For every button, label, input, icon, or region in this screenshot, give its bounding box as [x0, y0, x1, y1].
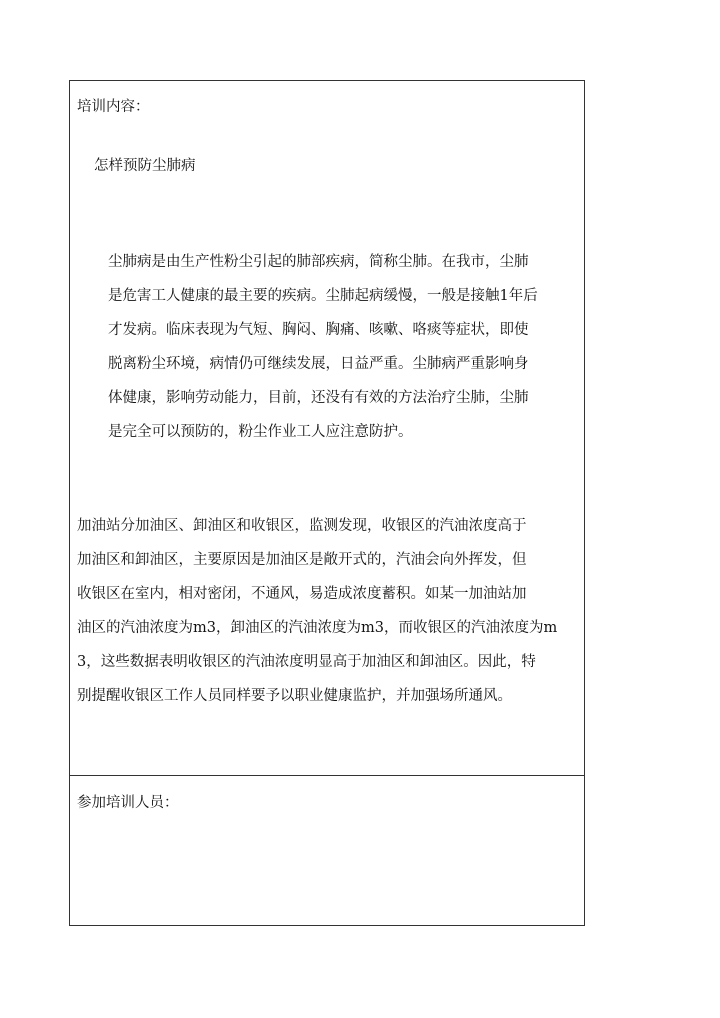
paragraph-line: 加油区和卸油区，主要原因是加油区是敞开式的，汽油会向外挥发，但: [77, 552, 527, 568]
training-content-cell: [70, 81, 584, 776]
paragraph-line: 3，这些数据表明收银区的汽油浓度明显高于加油区和卸油区。因此，特: [77, 654, 536, 670]
paragraph-line: 才发病。临床表现为气短、胸闷、胸痛、咳嗽、咯痰等症状，即使: [108, 322, 529, 338]
participants-cell: [70, 776, 584, 926]
paragraph-line: 尘肺病是由生产性粉尘引起的肺部疾病，简称尘肺。在我市，尘肺: [108, 254, 529, 270]
topic-title: 怎样预防尘肺病: [94, 158, 196, 174]
paragraph-pneumoconiosis: [108, 245, 538, 449]
paragraph-line: 收银区在室内，相对密闭，不通风，易造成浓度蓄积。如某一加油站加: [77, 586, 527, 602]
paragraph-line: 是危害工人健康的最主要的疾病。尘肺起病缓慢，一般是接触1年后: [108, 288, 538, 304]
paragraph-gas-station: [77, 509, 557, 713]
training-record-table: [69, 80, 585, 926]
paragraph-line: 加油站分加油区、卸油区和收银区，监测发现，收银区的汽油浓度高于: [77, 518, 527, 534]
paragraph-line: 油区的汽油浓度为m3，卸油区的汽油浓度为m3，而收银区的汽油浓度为m: [77, 620, 558, 636]
training-content-label: 培训内容：: [77, 99, 150, 115]
participants-label: 参加培训人员：: [77, 795, 179, 811]
paragraph-line: 是完全可以预防的，粉尘作业工人应注意防护。: [108, 424, 413, 440]
paragraph-line: 别提醒收银区工作人员同样要予以职业健康监护，并加强场所通风。: [77, 688, 512, 704]
paragraph-line: 脱离粉尘环境，病情仍可继续发展，日益严重。尘肺病严重影响身: [108, 356, 529, 372]
paragraph-line: 体健康，影响劳动能力，目前，还没有有效的方法治疗尘肺，尘肺: [108, 390, 529, 406]
